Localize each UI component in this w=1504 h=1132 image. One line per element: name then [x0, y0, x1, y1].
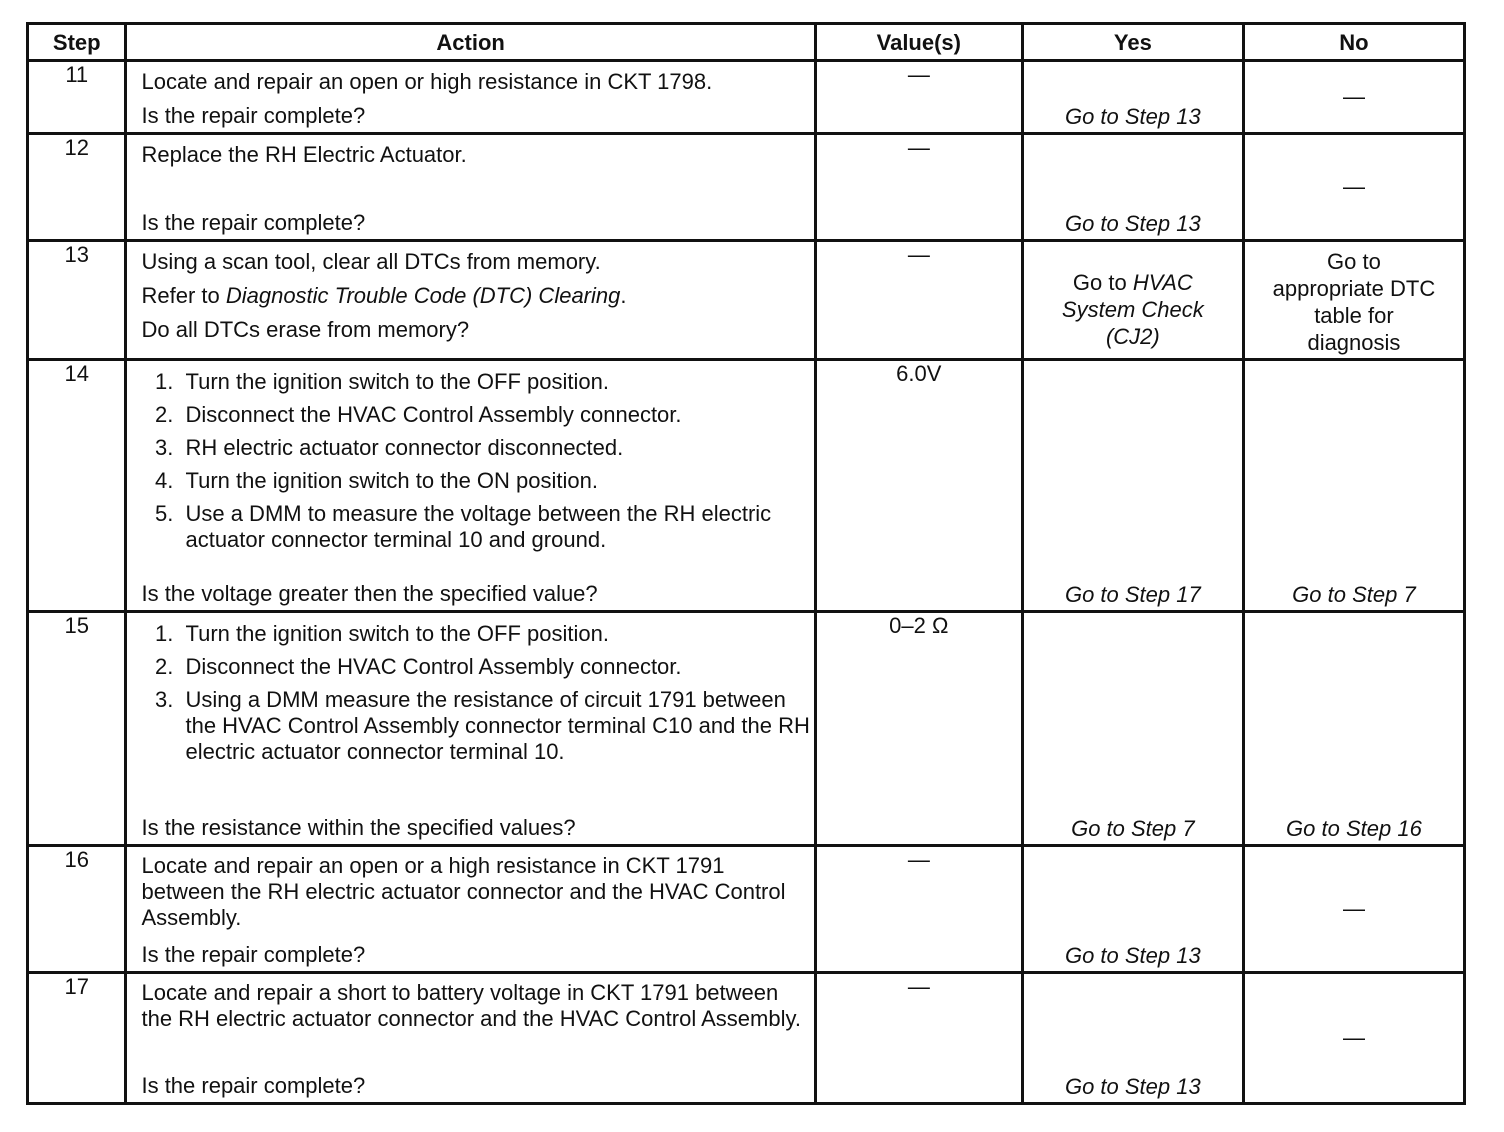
yes-cell: [1022, 846, 1243, 973]
yes-cell: [1022, 241, 1243, 360]
action-steps: [127, 369, 813, 553]
no-goto: Go to Step 16: [1286, 816, 1422, 841]
value-cell: —: [815, 241, 1022, 360]
action-cell: [126, 973, 815, 1104]
no-value: —: [1342, 896, 1365, 921]
no-cell: [1243, 61, 1464, 134]
step-number: 13: [28, 241, 126, 360]
action-text: Locate and repair an open or high resistance in CKT 1798.: [141, 69, 713, 94]
yes-goto: Go to Step 17: [1064, 582, 1201, 607]
step-number: 16: [28, 846, 126, 973]
yes-goto: Go to Step 7: [1071, 816, 1195, 841]
value-cell: —: [815, 134, 1022, 241]
action-question: Is the repair complete?: [141, 1073, 366, 1098]
no-cell: [1243, 612, 1464, 846]
action-cell: [126, 134, 815, 241]
no-cell: [1243, 973, 1464, 1104]
list-item: 2. Disconnect the HVAC Control Assembly connector.: [179, 654, 813, 680]
no-value: —: [1342, 84, 1365, 109]
no-value: —: [1342, 174, 1365, 199]
action-reference: Refer to Diagnostic Trouble Code (DTC) Clearing.: [141, 283, 627, 308]
yes-goto: Go to Step 13: [1064, 1074, 1201, 1099]
step-number: 15: [28, 612, 126, 846]
value-cell: —: [815, 973, 1022, 1104]
action-cell: [126, 612, 815, 846]
no-goto: Go to appropriate DTC table for diagnosis: [1272, 249, 1436, 355]
table-row: [28, 612, 1465, 846]
yes-cell: [1022, 134, 1243, 241]
list-item: 2. Disconnect the HVAC Control Assembly connector.: [179, 402, 813, 428]
action-text: Locate and repair an open or a high resistance in CKT 1791 between the RH electric actuator connector and the HVAC Control Assembly.: [141, 853, 786, 930]
action-question: Is the repair complete?: [141, 942, 366, 967]
value-cell: 0–2 Ω: [815, 612, 1022, 846]
value-cell: —: [815, 846, 1022, 973]
no-cell: [1243, 846, 1464, 973]
step-number: 14: [28, 360, 126, 612]
step-number: 12: [28, 134, 126, 241]
yes-cell: [1022, 360, 1243, 612]
table-row: [28, 241, 1465, 360]
diagnostic-table: [26, 22, 1466, 1105]
table-row: [28, 360, 1465, 612]
step-number: 11: [28, 61, 126, 134]
value-cell: 6.0V: [815, 360, 1022, 612]
step-number: 17: [28, 973, 126, 1104]
action-question: Is the resistance within the specified values?: [141, 815, 576, 840]
yes-cell: [1022, 61, 1243, 134]
hvac-system-check-ref: HVAC System Check (CJ2): [1061, 269, 1204, 349]
no-cell: [1243, 360, 1464, 612]
header-yes: Yes: [1022, 24, 1243, 61]
table-row: [28, 846, 1465, 973]
action-cell: [126, 61, 815, 134]
list-item: 1. Turn the ignition switch to the OFF position.: [179, 369, 813, 395]
no-goto: Go to Step 7: [1292, 582, 1416, 607]
header-step: Step: [28, 24, 126, 61]
yes-cell: [1022, 973, 1243, 1104]
yes-goto: Go to Step 13: [1064, 104, 1201, 129]
action-cell: [126, 360, 815, 612]
action-question: Is the repair complete?: [141, 210, 366, 235]
yes-goto: Go to Step 13: [1064, 211, 1201, 236]
list-item: 1. Turn the ignition switch to the OFF position.: [179, 621, 813, 647]
list-item: 4. Turn the ignition switch to the ON position.: [179, 468, 813, 494]
table-row: [28, 973, 1465, 1104]
action-question: Do all DTCs erase from memory?: [141, 317, 470, 342]
list-item: 5. Use a DMM to measure the voltage between the RH electric actuator connector terminal 10 and ground.: [179, 501, 813, 553]
list-item: 3. Using a DMM measure the resistance of circuit 1791 between the HVAC Control Assembly connector terminal C10 and the RH electric actuator connector terminal 10.: [179, 687, 813, 765]
table-row: [28, 134, 1465, 241]
no-value: —: [1342, 1025, 1365, 1050]
action-text: Using a scan tool, clear all DTCs from memory.: [141, 249, 601, 274]
action-question: Is the voltage greater then the specified value?: [141, 581, 598, 606]
action-text: Replace the RH Electric Actuator.: [141, 142, 467, 167]
no-cell: [1243, 134, 1464, 241]
yes-cell: [1022, 612, 1243, 846]
header-values: Value(s): [815, 24, 1022, 61]
header-action: Action: [126, 24, 815, 61]
header-row: [28, 24, 1465, 61]
yes-goto: Go to HVAC System Check (CJ2): [1061, 269, 1204, 349]
yes-goto: Go to Step 13: [1064, 943, 1201, 968]
action-text: Locate and repair a short to battery voltage in CKT 1791 between the RH electric actuator connector and the HVAC Control Assembly.: [141, 980, 801, 1031]
header-no: No: [1243, 24, 1464, 61]
value-cell: —: [815, 61, 1022, 134]
action-steps: [127, 621, 813, 765]
dtc-clearing-ref: Diagnostic Trouble Code (DTC) Clearing: [225, 283, 621, 308]
action-cell: [126, 241, 815, 360]
no-cell: [1243, 241, 1464, 360]
list-item: 3. RH electric actuator connector disconnected.: [179, 435, 813, 461]
action-question: Is the repair complete?: [141, 103, 366, 128]
table-row: [28, 61, 1465, 134]
action-cell: [126, 846, 815, 973]
